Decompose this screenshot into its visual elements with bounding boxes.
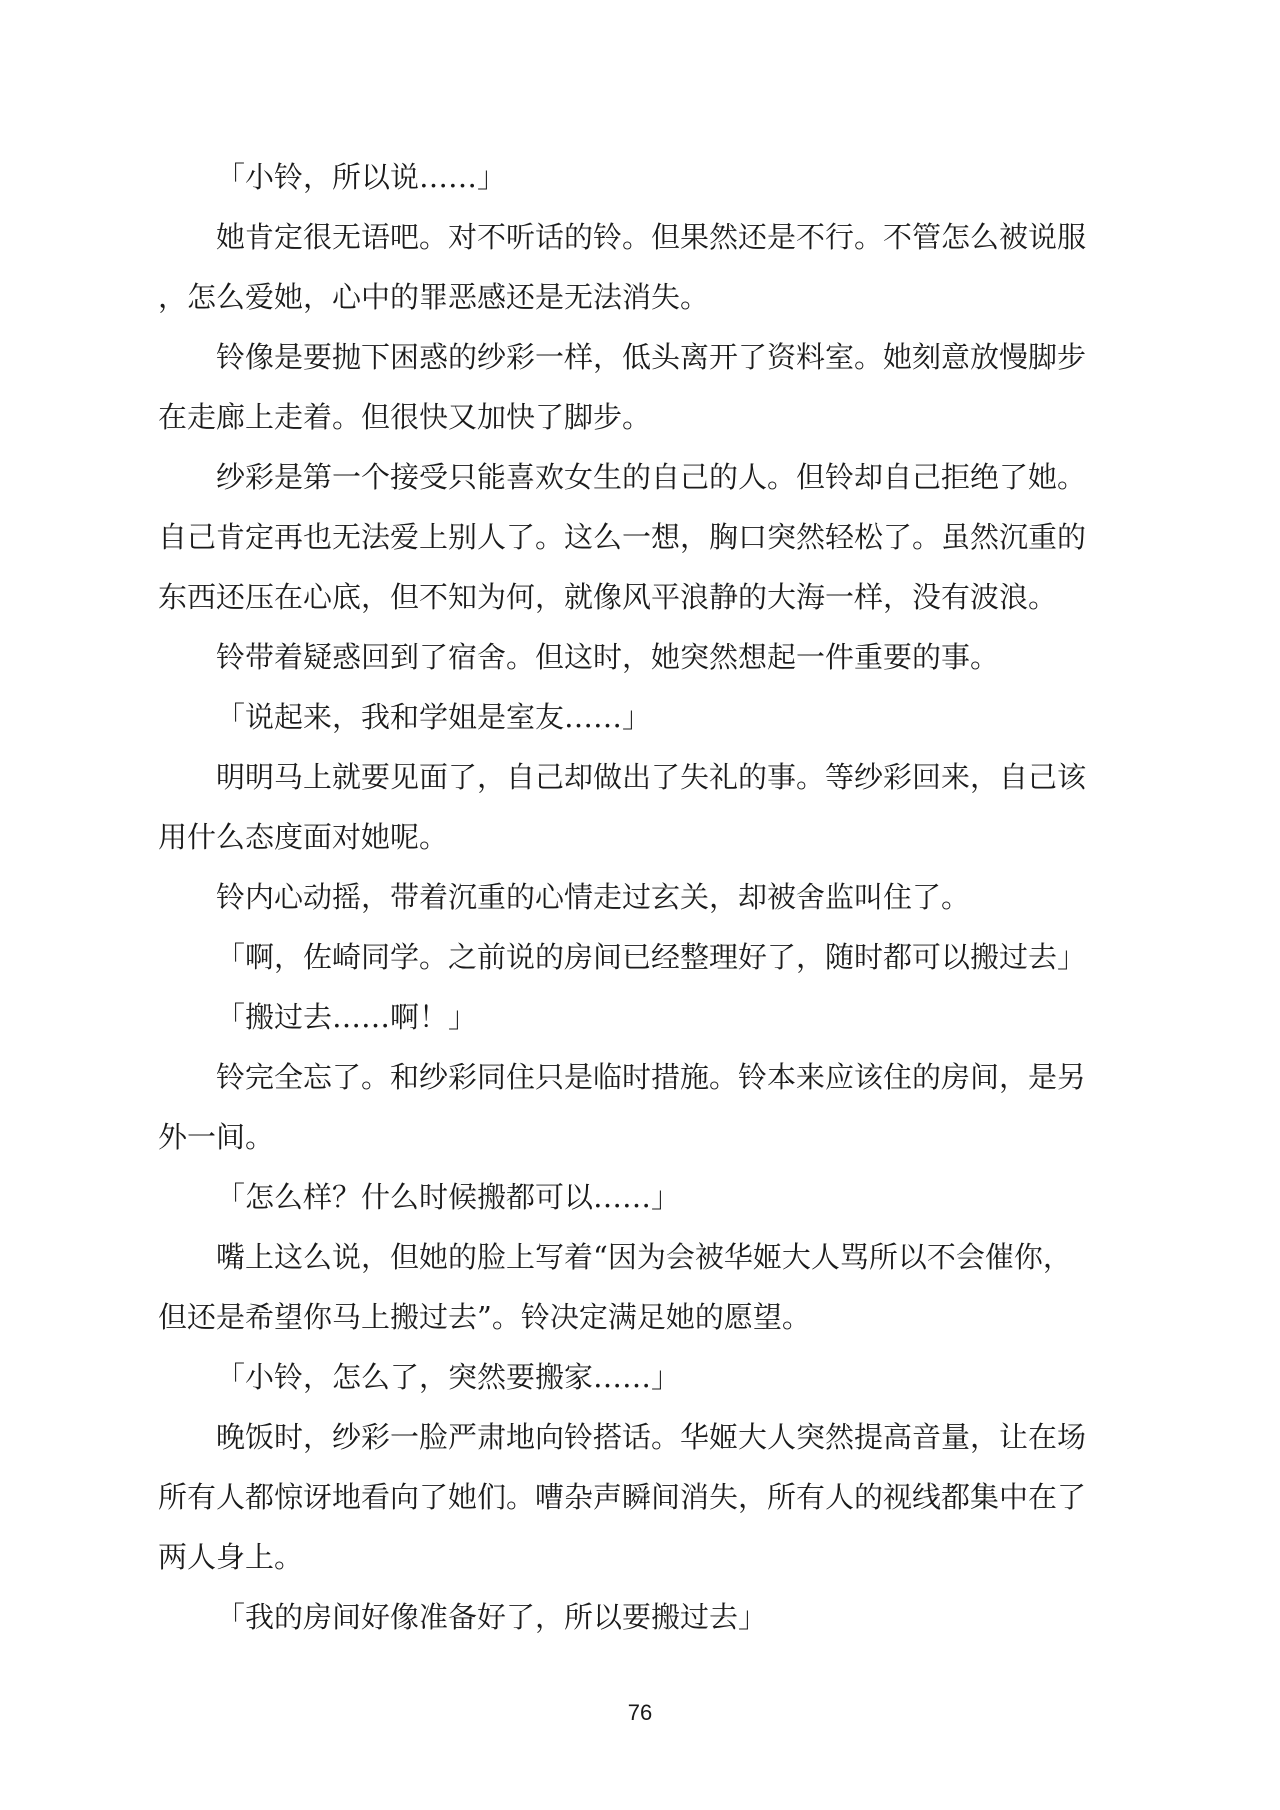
paragraph: 「啊，佐崎同学。之前说的房间已经整理好了，随时都可以搬过去」: [216, 940, 1087, 974]
paragraph: 铃像是要抛下困惑的纱彩一样，低头离开了资料室。她刻意放慢脚步 在走廊上走着。但很快又加快了脚步。: [158, 340, 1087, 434]
paragraph: 她肯定很无语吧。对不听话的铃。但果然还是不行。不管怎么被说服 ，怎么爱她，心中的罪恶感还是无法消失。: [158, 220, 1087, 314]
paragraph: 「小铃，怎么了，突然要搬家……」: [216, 1360, 681, 1394]
text-body: [158, 147, 1128, 1647]
paragraph: 「小铃，所以说……」: [216, 160, 507, 194]
paragraph: 铃完全忘了。和纱彩同住只是临时措施。铃本来应该住的房间，是另 外一间。: [158, 1060, 1087, 1154]
paragraph: 晚饭时，纱彩一脸严肃地向铃搭话。华姬大人突然提高音量，让在场 所有人都惊讶地看向了她们。嘈杂声瞬间消失，所有人的视线都集中在了 两人身上。: [158, 1420, 1087, 1574]
page-number: 76: [627, 1700, 653, 1725]
paragraph: 铃带着疑惑回到了宿舍。但这时，她突然想起一件重要的事。: [216, 640, 1000, 674]
paragraph: 「怎么样？什么时候搬都可以……」: [216, 1180, 681, 1214]
paragraph: 「说起来，我和学姐是室友……」: [216, 700, 652, 734]
paragraph: 「我的房间好像准备好了，所以要搬过去」: [216, 1600, 768, 1634]
paragraph: 明明马上就要见面了，自己却做出了失礼的事。等纱彩回来，自己该 用什么态度面对她呢。: [158, 760, 1087, 854]
paragraph: 「搬过去……啊！」: [216, 1000, 478, 1034]
paragraph: 纱彩是第一个接受只能喜欢女生的自己的人。但铃却自己拒绝了她。 自己肯定再也无法爱上别人了。这么一想，胸口突然轻松了。虽然沉重的 东西还压在心底，但不知为何，就像风平浪静的大海一样，没有波浪。: [158, 460, 1087, 614]
paragraph: 铃内心动摇，带着沉重的心情走过玄关，却被舍监叫住了。: [216, 880, 971, 914]
paragraph: 嘴上这么说，但她的脸上写着“因为会被华姬大人骂所以不会催你， 但还是希望你马上搬过去”。铃决定满足她的愿望。: [158, 1240, 1072, 1334]
